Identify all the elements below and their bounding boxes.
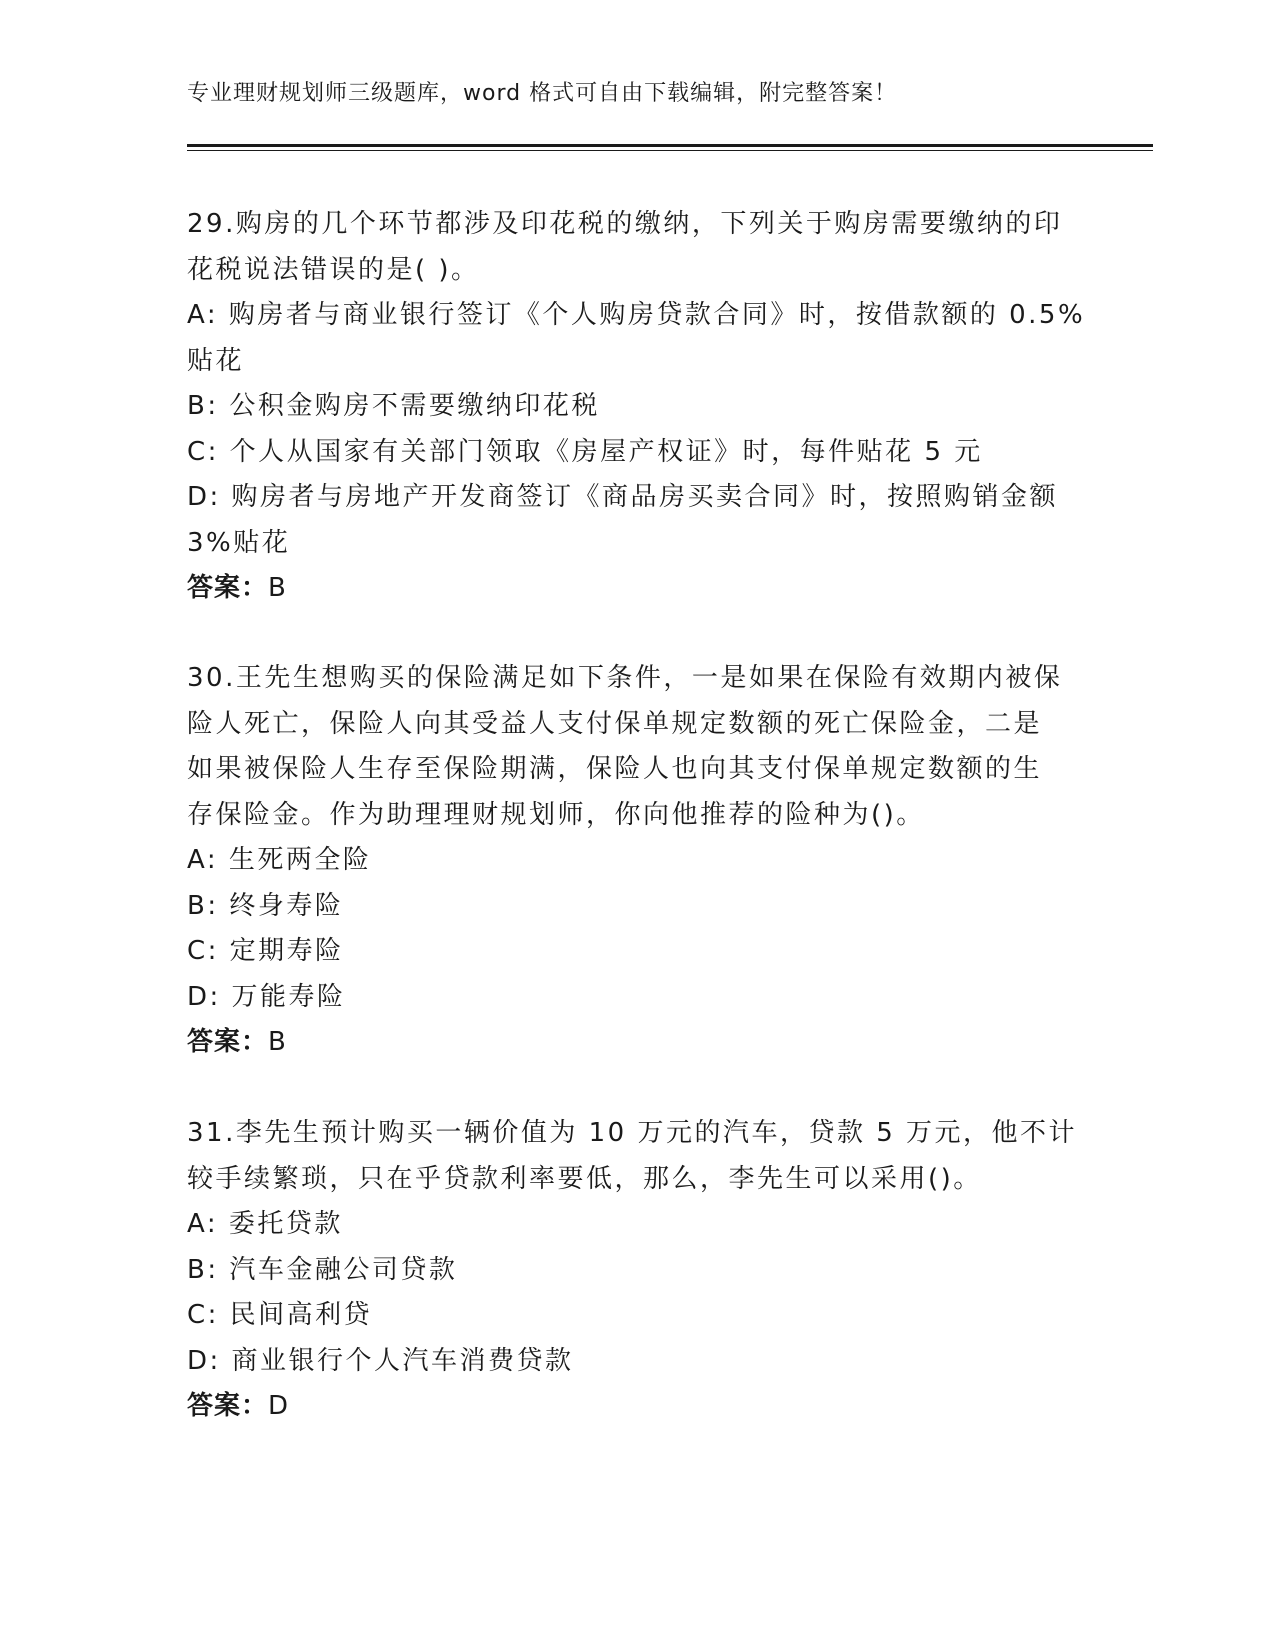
option-a: A: 委托贷款 — [187, 1209, 343, 1239]
answer-label: 答案： — [187, 1027, 269, 1057]
question-stem-line: 花税说法错误的是( )。 — [187, 254, 480, 285]
page-header: 专业理财规划师三级题库，word 格式可自由下载编辑，附完整答案！ — [187, 81, 898, 106]
option-b: B: 汽车金融公司贷款 — [187, 1254, 458, 1285]
question-30 — [187, 656, 1077, 1066]
question-stem-line: 30.王先生想购买的保险满足如下条件，一是如果在保险有效期内被保 — [187, 663, 1063, 693]
option-c: C: 个人从国家有关部门领取《房屋产权证》时，每件贴花 5 元 — [187, 436, 983, 467]
question-31 — [187, 1111, 1077, 1430]
option-a: A: 生死两全险 — [187, 845, 372, 875]
answer-value: D — [268, 1391, 290, 1421]
answer-line — [187, 566, 1077, 612]
answer-line — [187, 1384, 1077, 1430]
answer-label: 答案： — [187, 573, 269, 603]
answer-line — [187, 1020, 1077, 1066]
question-stem-line: 险人死亡，保险人向其受益人支付保单规定数额的死亡保险金，二是 — [187, 708, 1043, 739]
answer-label: 答案： — [187, 1391, 269, 1421]
option-c: C: 民间高利贷 — [187, 1300, 373, 1330]
question-stem-line: 29.购房的几个环节都涉及印花税的缴纳，下列关于购房需要缴纳的印 — [187, 209, 1063, 239]
question-stem-line: 较手续繁琐，只在乎贷款利率要低，那么，李先生可以采用()。 — [187, 1163, 982, 1194]
option-a: A: 购房者与商业银行签订《个人购房贷款合同》时，按借款额的 0.5% — [187, 300, 1086, 330]
question-stem-line: 存保险金。作为助理理财规划师，你向他推荐的险种为()。 — [187, 799, 925, 830]
answer-value: B — [268, 1027, 287, 1057]
option-d: D: 万能寿险 — [187, 981, 346, 1012]
header-divider — [187, 144, 1153, 151]
option-d-continued: 3%贴花 — [187, 527, 291, 558]
option-b: B: 公积金购房不需要缴纳印花税 — [187, 391, 600, 421]
option-c: C: 定期寿险 — [187, 936, 344, 966]
option-b: B: 终身寿险 — [187, 890, 344, 921]
question-stem-line: 31.李先生预计购买一辆价值为 10 万元的汽车，贷款 5 万元，他不计 — [187, 1118, 1078, 1148]
option-a-continued: 贴花 — [187, 345, 245, 376]
question-29 — [187, 202, 1086, 612]
option-d: D: 购房者与房地产开发商签订《商品房买卖合同》时，按照购销金额 — [187, 482, 1059, 512]
question-stem-line: 如果被保险人生存至保险期满，保险人也向其支付保单规定数额的生 — [187, 754, 1043, 784]
answer-value: B — [268, 573, 287, 603]
option-d: D: 商业银行个人汽车消费贷款 — [187, 1345, 574, 1376]
